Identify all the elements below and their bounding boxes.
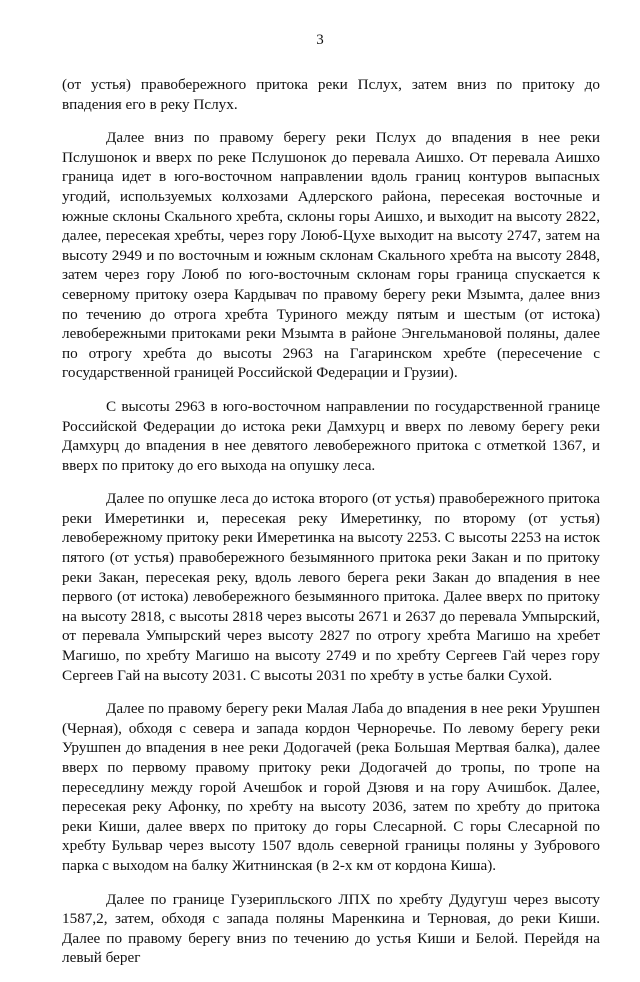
paragraph-6: Далее по границе Гузерипльского ЛПХ по хребту Дудугуш через высоту 1587,2, затем, обходя с запада поляны Маренкина и Терновая, до реки Киши. Далее по правому берегу вниз по течению до устья Киши и Белой. Перейдя на левый берег xyxy=(62,890,600,967)
paragraph-1: (от устья) правобережного притока реки Пслух, затем вниз по притоку до впадения его в реку Пслух. xyxy=(62,76,600,113)
paragraph-2: Далее вниз по правому берегу реки Пслух до впадения в нее реки Пслушонок и вверх по реке Пслушонок до перевала Аишхо. От перевала Аишхо граница идет в юго-восточном направлении вдоль границ контуров выпасных угодий, используемых колхозами Адлерского района, пересекая восточные и южные склоны Скального хребта, склоны горы Аишхо, и выходит на высоту 2822, далее, пересекая хребты, через гору Лоюб-Цухе выходит на высоту 2747, затем на высоту 2949 и по восточным и южным склонам Скального хребта на высоту 2848, затем через гору Лоюб по юго-восточным склонам горы граница спускается к северному притоку озера Кардывач по правому берегу реки Мзымта, далее вниз по течению до отрога хребта Туриного между пятым и шестым (от истока) левобережными притоками реки Мзымта в районе Энгельмановой поляны, далее по отрогу хребта до высоты 2963 на Гагаринском хребте (пересечение с государственной границей Российской Федерации и Грузии). xyxy=(62,129,600,382)
document-body xyxy=(62,75,600,982)
page-number: 3 xyxy=(316,32,324,48)
paragraph-4: Далее по опушке леса до истока второго (от устья) правобережного притока реки Имеретинки и, пересекая реку Имеретинку, по второму (от устья) левобережному притоку реки Имеретинка на высоту 2253. С высоты 2253 на исток пятого (от устья) правобережного безымянного притока реки Закан и по притоку реки Закан, пересекая реку, вдоль левого берега реки Закан до впадения в нее первого (от истока) левобережного безымянного притока. Далее вверх по притоку на высоту 2818, с высоты 2818 через высоты 2671 и 2637 до перевала Умпырский, от перевала Умпырский через высоту 2827 по отрогу хребта Магишо на хребет Магишо, по хребту Магишо на высоту 2749 и по хребту Сергеев Гай через гору Сергеев Гай на высоту 2031. С высоты 2031 по хребту в устье балки Сухой. xyxy=(62,490,600,684)
paragraph-3: С высоты 2963 в юго-восточном направлении по государственной границе Российской Федерации до истока реки Дамхурц и вверх по левому берегу реки Дамхурц до впадения в нее девятого левобережного притока с отметкой 1367, и вверх по притоку до его выхода на опушку леса. xyxy=(62,397,600,474)
paragraph-5: Далее по правому берегу реки Малая Лаба до впадения в нее реки Урушпен (Черная), обходя с севера и запада кордон Черноречье. По левому берегу реки Урушпен до впадения в нее реки Додогачей (река Большая Мертвая балка), далее вверх по первому правому притоку реки Додогачей до тропы, по тропе на переседлину между горой Ачешбок и горой Дзювя и на гору Ачишбок. Далее, пересекая реку Афонку, по хребту на высоту 2036, затем по хребту до притока реки Киши, далее вверх по притоку до горы Слесарной. С горы Слесарной по хребту Бульвар через высоту 1507 вдоль северной границы поляны у Зубрового парка с выходом на балку Житнинская (в 2-х км от кордона Киша). xyxy=(62,700,600,874)
